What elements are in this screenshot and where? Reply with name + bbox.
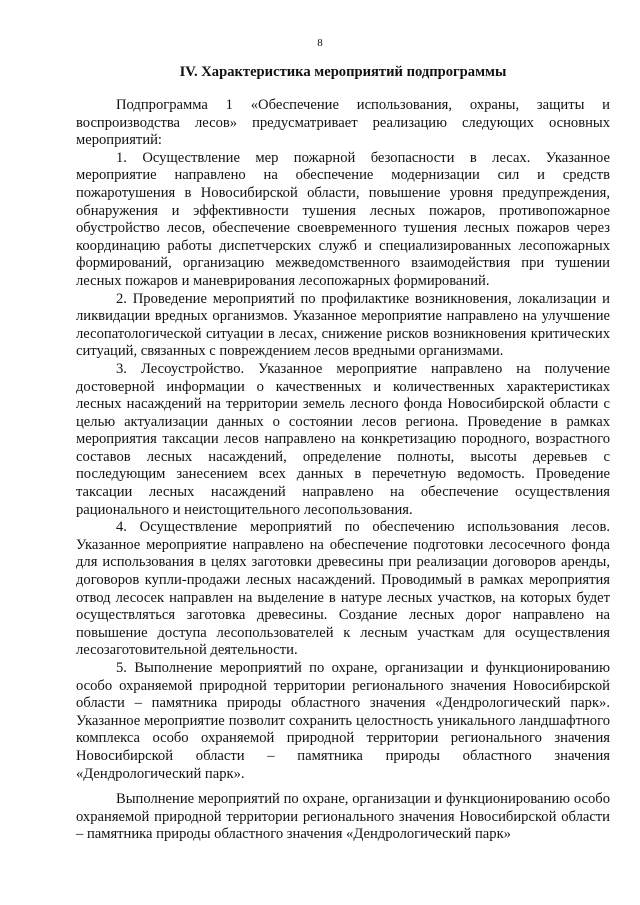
paragraph-item-1: 1. Осуществление мер пожарной безопасности в лесах. Указанное мероприятие направлено на обеспечение модернизации сил и средств пожаротушения в Новосибирской области, повышение уровня предупреждения, обнаружения и эффективности тушения лесных пожаров, противопожарное обустройство лесов, обеспечение своевременного тушения лесных пожаров через координацию работы диспетчерских служб и специализированных лесопожарных формирований, организацию межведомственного взаимодействия при тушении лесных пожаров и маневрирования лесопожарных формирований.: [76, 149, 610, 289]
page-number: 8: [317, 37, 323, 49]
paragraph-intro: Подпрограмма 1 «Обеспечение использования, охраны, защиты и воспроизводства лесов» предусматривает реализацию следующих основных мероприятий:: [76, 97, 610, 149]
paragraph-item-4: 4. Осуществление мероприятий по обеспечению использования лесов. Указанное мероприятие направлено на обеспечение подготовки лесосечного фонда для использования в целях заготовки древесины при реализации договоров аренды, договоров купли-продажи лесных насаждений. Проводимый в рамках мероприятия отвод лесосек направлен на выделение в натуре лесных участков, на которых будет осуществляться заготовка древесины. Создание лесных дорог направлено на повышение доступа лесопользователей к лесным участкам для осуществления лесозаготовительной деятельности.: [76, 519, 610, 659]
paragraph-item-3: 3. Лесоустройство. Указанное мероприятие направлено на получение достоверной информации о качественных и количественных характеристиках лесных насаждений на территории земель лесного фонда Новосибирской области с целью актуализации данных о состоянии лесов региона. Проведение в рамках мероприятия таксации лесов направлено на конкретизацию породного, возрастного составов лесных насаждений, определение полноты, высоты деревьев с последующим занесением всех данных в перечетную ведомость. Проведение таксации лесных насаждений направлено на обеспечение осуществления рационального и неистощительного лесопользования.: [76, 360, 610, 518]
paragraph-item-2: 2. Проведение мероприятий по профилактике возникновения, локализации и ликвидации вредных организмов. Указанное мероприятие направлено на улучшение лесопатологической ситуации в лесах, снижение рисков возникновения критических ситуаций, связанных с повреждением лесов вредными организмами.: [76, 290, 610, 360]
body-text: [76, 97, 610, 844]
paragraph-continuation: Выполнение мероприятий по охране, организации и функционированию особо охраняемой природной территории регионального значения Новосибирской области – памятника природы областного значения «Дендрологический парк»: [76, 791, 610, 843]
paragraph-item-5: 5. Выполнение мероприятий по охране, организации и функционированию особо охраняемой природной территории регионального значения Новосибирской области – памятника природы областного значения «Дендрологический парк». Указанное мероприятие позволит сохранить целостность уникального ландшафтного комплекса особо охраняемой природной территории регионального значения Новосибирской области – памятника природы областного значения «Дендрологический парк».: [76, 660, 610, 782]
section-heading: IV. Характеристика мероприятий подпрограммы: [179, 64, 507, 80]
